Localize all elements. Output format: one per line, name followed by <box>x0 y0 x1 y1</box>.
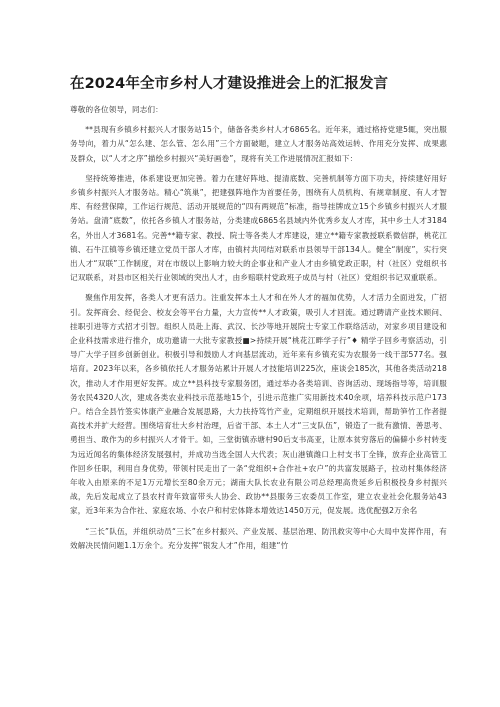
paragraph-system-building: 坚持统筹推进，体系建设更加完善。着力在建好阵地、提清底数、完善机制等方面下功夫，持续建好用好乡镇乡村振兴人才服务站。精心“筑巢”，把建强阵地作为首要任务，围绕有人员机构、有规章制度、有人才智库、有经营保障，工作运行规范、活动开展规范的“四有两规范”标准，指导挂牌成立15个乡镇乡村振兴人才服务站。盘清“底数”，依托各乡镇人才服务站，分类建成6865名县域内外优秀乡友人才库，其中乡土人才3184名，外出人才3681名。完善**籍专家、教授、院士等各类人才库建设，建立**籍专家教授联系微信群，桃花江镇、石牛江镇等乡镇还建立党员干部人才库，由镇村共同结对联系市县领导干部134人。健全“制度”，实行突出人才“双联”工作制度，对在市级以上影响力较大的企事业和产业人才由乡镇党政正职，村（社区）党组织书记双联系，对县市区相关行业领域的突出人才，由乡赔联村党政班子成员与村（社区）党组织书记双重联系。 <box>70 173 447 283</box>
paragraph-intro: **县现有乡镇乡村振兴人才服务站15个，储备各类乡村人才6865名。近年来，通过格持党建5辄，突出服务导向，着力从“怎么建、怎么管、怎么用”三个方面破题，建立人才服务站高效运转、作用充分发挥、成果惠及群众，以“人才之序”描绘乡村振兴“美好画卷”，现将有关工作进展情况汇报如下： <box>70 125 447 163</box>
paragraph-three-heads: “三长”队伍，并组织动员“三长”在乡村振兴、产业发展、基层治理、防汛救灾等中心大局中发挥作用，有效解决民情问题1.1万余个。充分发挥“银发人才”作用，组建“竹 <box>70 526 447 550</box>
document-body <box>70 103 447 553</box>
greeting: 尊敬的各位领导，同志们： <box>70 105 163 114</box>
paragraph-talent-role: 聚焦作用发挥，各类人才更有活力。注重发挥本土人才和在外人才的福加优势，人才活力全面迸发，广招引。发挥商会、经促会、校友会等平台力量，大力宣传**人才政策，吸引人才回流。通过聘请产业技术顾问、挂职引进等方式招才引智。组织人员赴上海、武汉、长沙等地开展院士专家工作联络活动，对家乡项目建设和企业科技需求进行推介，成功邀请一大批专家教授■>持续开展“桃花江畔学子行”♦ 精学子回乡考察活动，引导广大学子回乡创新创业。积极引导和鼓励人才向基层流动，近年来有乡镇充实为农服务一线干部577名。强培育。2023年以来，各乡镇依托人才服务站累计开展人才技能培训225次，座谈会185次，其他各类活动218次，推动人才作用更好发挥。成立**县科技专家服务团，通过举办各类培训、咨询活动、现场指导等，培训服务农民4320人次，建成各类农业科技示范基地15个，引进示范推广实用新技术40余项，培养科技示范户173户。结合全县竹签实体康产业融合发展思路，大力扶持笃竹产业，定期组织开展技术培训，帮助笋竹工作者提高技术并扩大经营。围绕培育壮大乡村治理，后省干部、本土人才“三支队伍”，锻造了一批有激情、善思考、勇担当、敢作为的乡村振兴人才骨干。如，三堂街镇赤塘村90后支书高亚，让原本贫穷落后的偏僻小乡村转变为远近闻名的集体经济发展强村，并成功当选全国人大代表；灰山港镇潍口上村支书丁全锋，放弃企业高管工作回乡任职，利用自身优势，带领村民走出了一条“党组织+合作社+农户”的共富发展路子，拉动村集体经济年收入由原来的不足1万元增长至80余万元；湖南大队长农业有限公司总经理高贵延乡后积极投身乡村振兴战，先后发起成立了县农村青年致富带头人协会、政协**县服务三农委员工作室，建立农业社会化服务站43家，近3年来为合作社、家庭农场、小农户和村宏体降本增效达1450万元，促发展。选优配强2万余名 <box>70 293 447 516</box>
document-title: 在2024年全市乡村人才建设推进会上的汇报发言 <box>70 76 389 92</box>
